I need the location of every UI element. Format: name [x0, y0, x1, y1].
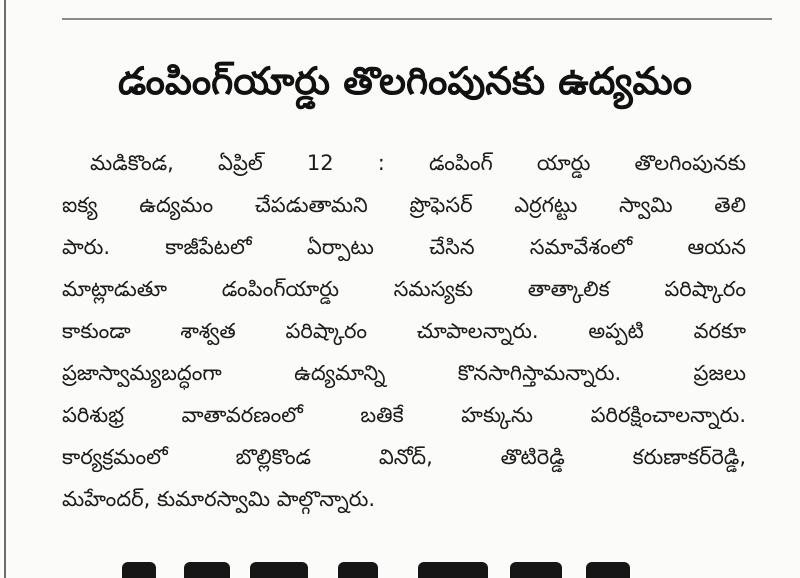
article-body-line: ఐక్య ఉద్యమం చేపడుతామని ప్రొఫెసర్ ఎర్రగట్టు స్వామి తెలి	[62, 193, 746, 217]
cropped-glyph-fragment	[250, 562, 308, 578]
article-body-line: మాట్లాడుతూ డంపింగ్‌యార్డు సమస్యకు తాత్కాలిక పరిష్కారం	[62, 277, 746, 301]
article-body-line: కాకుండా శాశ్వత పరిష్కారం చూపాలన్నారు. అప్పటి వరకూ	[62, 319, 746, 343]
top-divider-rule	[62, 18, 772, 20]
cropped-glyph-fragment	[122, 562, 156, 578]
article-body-line: పారు. కాజీపేటలో ఏర్పాటు చేసిన సమావేశంలో ఆయన	[62, 235, 746, 259]
cropped-glyph-fragment	[510, 562, 562, 578]
cropped-glyph-fragment	[586, 562, 630, 578]
article-body-line: ప్రజాస్వామ్యబద్ధంగా ఉద్యమాన్ని కొనసాగిస్తామన్నారు. ప్రజలు	[62, 361, 746, 385]
article-body-line: కార్యక్రమంలో బొల్లికొండ వినోద్, తొటిరెడ్డి కరుణాకర్‌రెడ్డి,	[62, 445, 746, 469]
article-headline: డంపింగ్‌యార్డు తొలగింపునకు ఉద్యమం	[118, 59, 692, 103]
article-body-line: పరిశుభ్ర వాతావరణంలో బతికే హక్కును పరిరక్షించాలన్నారు.	[62, 403, 746, 427]
left-column-rule	[4, 0, 6, 578]
cropped-glyph-fragment	[418, 562, 488, 578]
article-body-line: మడికొండ, ఏప్రిల్ 12 : డంపింగ్ యార్డు తొలగింపునకు	[90, 151, 746, 175]
cropped-glyph-fragment	[338, 562, 378, 578]
cropped-next-headline	[100, 560, 660, 578]
cropped-glyph-fragment	[184, 562, 230, 578]
article-body-line: మహేందర్, కుమారస్వామి పాల్గొన్నారు.	[62, 487, 376, 511]
article-body	[62, 142, 746, 520]
